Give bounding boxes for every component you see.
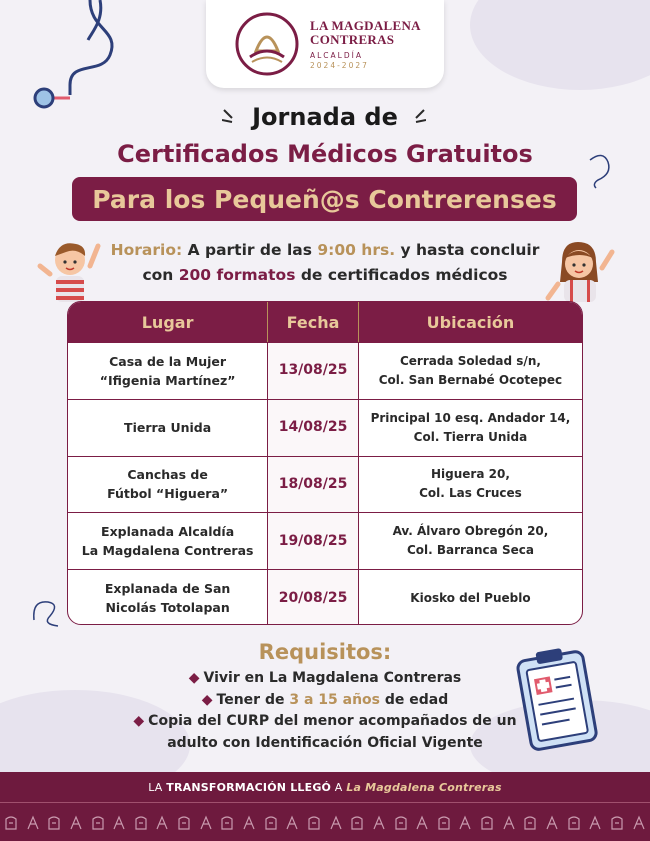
lugar-line-1: Explanada de San xyxy=(104,581,231,597)
logo-line-2: CONTRERAS xyxy=(310,31,395,47)
footer-glyph-icon xyxy=(610,815,624,831)
bullet-icon: ◆ xyxy=(188,670,200,686)
cell-lugar xyxy=(68,400,267,456)
footer-glyph-icon xyxy=(47,815,61,831)
requirement-text: Tener de xyxy=(216,691,290,708)
schedule-text-d: de certificados médicos xyxy=(295,266,508,284)
footer-glyph-icon xyxy=(69,815,83,831)
requirement-item-continued: adulto con Identificación Oficial Vigente xyxy=(167,734,483,751)
locations-table xyxy=(67,301,583,625)
footer-glyph-icon xyxy=(394,815,408,831)
logo-line-4: 2024-2027 xyxy=(310,60,369,70)
footer-glyph-icon xyxy=(26,815,40,831)
footer-glyph-icon xyxy=(91,815,105,831)
lugar-line-2: Fútbol “Higuera” xyxy=(107,486,229,502)
bg-blob-top-right xyxy=(470,0,650,90)
lugar-line-1: Explanada Alcaldía xyxy=(101,524,235,540)
footer-glyph-icon xyxy=(177,815,191,831)
table-row xyxy=(68,456,582,513)
requirement-text: de edad xyxy=(380,691,449,708)
cell-ubicacion xyxy=(359,457,582,513)
cell-fecha: 13/08/25 xyxy=(267,343,359,399)
footer-glyph-icon xyxy=(415,815,429,831)
footer-glyph-icon xyxy=(329,815,343,831)
footer-text-c: A xyxy=(331,781,347,794)
ubicacion-line-2: Col. Tierra Unida xyxy=(413,429,528,444)
schedule-text-b: y hasta concluir xyxy=(395,241,540,259)
stethoscope-icon xyxy=(30,0,120,120)
cell-ubicacion xyxy=(359,570,582,625)
footer-glyph-pattern xyxy=(4,812,646,834)
footer-glyph-icon xyxy=(545,815,559,831)
logo-card xyxy=(206,0,444,88)
ubicacion-line-1: Kiosko del Pueblo xyxy=(410,590,531,605)
footer-glyph-icon xyxy=(437,815,451,831)
schedule-text xyxy=(0,238,650,288)
requirement-age: 3 a 15 años xyxy=(289,691,381,708)
lugar-line-2: “Ifigenia Martínez” xyxy=(99,372,236,388)
footer-glyph-icon xyxy=(199,815,213,831)
table-row xyxy=(68,399,582,456)
footer-divider xyxy=(0,802,650,803)
bullet-icon: ◆ xyxy=(201,691,213,708)
bullet-icon: ◆ xyxy=(133,713,145,729)
footer-glyph-icon xyxy=(134,815,148,831)
lugar-line-1: Canchas de xyxy=(127,467,208,483)
table-row xyxy=(68,512,582,569)
cell-lugar xyxy=(68,457,267,513)
footer-glyph-icon xyxy=(155,815,169,831)
cell-fecha: 20/08/25 xyxy=(267,570,359,625)
squiggle-right-icon xyxy=(588,150,618,190)
lugar-line-2: Nicolás Totolapan xyxy=(105,600,230,616)
logo-bag-icon xyxy=(234,11,300,77)
header-fecha: Fecha xyxy=(267,302,359,342)
ubicacion-line-1: Principal 10 esq. Andador 14, xyxy=(370,410,571,425)
cell-ubicacion xyxy=(359,400,582,456)
schedule-formats: 200 formatos xyxy=(178,266,296,284)
cell-fecha: 14/08/25 xyxy=(267,400,359,456)
footer-glyph-icon xyxy=(350,815,364,831)
ubicacion-line-2: Col. Las Cruces xyxy=(419,486,522,501)
cell-fecha: 19/08/25 xyxy=(267,513,359,569)
table-row xyxy=(68,342,582,399)
footer-glyph-icon xyxy=(523,815,537,831)
footer-glyph-icon xyxy=(372,815,386,831)
ubicacion-line-2: Col. Barranca Seca xyxy=(406,543,534,558)
cell-lugar xyxy=(68,343,267,399)
footer-glyph-icon xyxy=(242,815,256,831)
footer-glyph-icon xyxy=(632,815,646,831)
footer-glyph-icon xyxy=(264,815,278,831)
footer-slogan xyxy=(0,781,650,794)
title-line-1: Jornada de xyxy=(252,103,398,131)
footer-glyph-icon xyxy=(220,815,234,831)
footer-glyph-icon xyxy=(502,815,516,831)
requirements-title: Requisitos: xyxy=(258,640,392,664)
footer-text-a: LA xyxy=(148,781,167,794)
ubicacion-line-1: Av. Álvaro Obregón 20, xyxy=(392,524,549,539)
footer-glyph-icon xyxy=(458,815,472,831)
footer-glyph-icon xyxy=(567,815,581,831)
table-header xyxy=(68,302,582,342)
logo-line-1: LA MAGDALENA xyxy=(310,17,421,33)
schedule-time: 9:00 hrs. xyxy=(317,241,396,259)
footer-glyph-icon xyxy=(4,815,18,831)
lugar-line-2: La Magdalena Contreras xyxy=(81,543,254,559)
cell-ubicacion xyxy=(359,343,582,399)
ubicacion-line-1: Cerrada Soledad s/n, xyxy=(399,353,541,368)
footer-text-b: TRANSFORMACIÓN LLEGÓ xyxy=(166,781,332,794)
cell-lugar xyxy=(68,570,267,625)
schedule-text-c: con xyxy=(142,266,179,284)
footer-glyph-icon xyxy=(285,815,299,831)
footer-glyph-icon xyxy=(588,815,602,831)
title-line-2: Certificados Médicos Gratuitos xyxy=(117,140,533,168)
requirement-text: Copia del CURP del menor acompañados de un xyxy=(148,713,517,729)
requirement-text: Vivir en La Magdalena Contreras xyxy=(203,670,462,686)
lugar-line-1: Casa de la Mujer xyxy=(109,353,227,369)
squiggle-left-icon xyxy=(30,590,64,630)
schedule-text-a: A partir de las xyxy=(182,241,318,259)
ubicacion-line-1: Higuera 20, xyxy=(431,467,510,482)
table-row xyxy=(68,569,582,625)
ubicacion-line-2: Col. San Bernabé Ocotepec xyxy=(378,372,563,387)
subtitle-banner: Para los Pequeñ@s Contrerenses xyxy=(72,177,577,221)
cell-fecha: 18/08/25 xyxy=(267,457,359,513)
schedule-label: Horario: xyxy=(110,241,183,259)
footer-text-d: La Magdalena Contreras xyxy=(346,781,502,794)
clipboard-medical-icon xyxy=(510,645,610,755)
header-lugar: Lugar xyxy=(141,312,194,332)
footer-glyph-icon xyxy=(307,815,321,831)
logo-line-3: ALCALDÍA xyxy=(310,50,363,60)
lugar-line-1: Tierra Unida xyxy=(124,420,212,436)
cell-ubicacion xyxy=(359,513,582,569)
footer-glyph-icon xyxy=(112,815,126,831)
cell-lugar xyxy=(68,513,267,569)
footer xyxy=(0,772,650,841)
header-ubicacion: Ubicación xyxy=(426,312,515,332)
footer-glyph-icon xyxy=(480,815,494,831)
